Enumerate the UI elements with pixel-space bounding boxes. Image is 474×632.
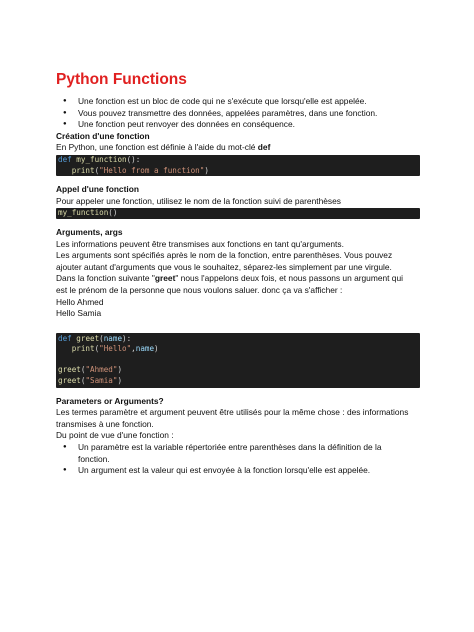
params-list <box>56 442 420 477</box>
params-line: Les termes paramètre et argument peuvent être utilisés pour la même chose : des informations <box>56 407 409 418</box>
code-block-greet: def greet(name): print("Hello",name) greet("Ahmed") greet("Samia") <box>56 333 420 388</box>
list-item: ● Une fonction est un bloc de code qui ne s'exécute que lorsqu'elle est appelée. <box>78 96 420 108</box>
code-block-my-function: def my_function(): print("Hello from a function") <box>56 155 420 176</box>
arguments-line: Dans la fonction suivante "greet" nous l'appelons deux fois, et nous passons un argument qui <box>56 273 403 284</box>
code-block-call: my_function() <box>56 208 420 219</box>
def-keyword: def <box>257 142 271 153</box>
list-item: ● Un argument est la valeur qui est envoyée à la fonction lorsqu'elle est appelée. <box>78 465 420 477</box>
section-heading-arguments: Arguments, args <box>56 226 123 237</box>
page-title: Python Functions <box>56 71 187 88</box>
appel-text: Pour appeler une fonction, utilisez le nom de la fonction suivi de parenthèses <box>56 195 341 206</box>
section-heading-creation: Création d'une fonction <box>56 130 150 141</box>
arguments-line: Les informations peuvent être transmises aux fonctions en tant qu'arguments. <box>56 238 344 249</box>
intro-list <box>56 96 420 131</box>
greet-keyword: greet <box>154 273 176 284</box>
creation-text: En Python, une fonction est définie à l'aide du mot-clé def <box>56 142 271 153</box>
output-line: Hello Samia <box>56 308 102 319</box>
params-line: transmises à une fonction. <box>56 418 154 429</box>
output-line: Hello Ahmed <box>56 296 104 307</box>
arguments-line: ajouter autant d'arguments que vous le souhaitez, séparez-les simplement par une virgule. <box>56 261 392 272</box>
params-line: Du point de vue d'une fonction : <box>56 430 174 441</box>
list-item: ● Une fonction peut renvoyer des données en conséquence. <box>78 119 420 131</box>
document-page <box>56 70 420 477</box>
list-item: ● Vous pouvez transmettre des données, appelées paramètres, dans une fonction. <box>78 108 420 120</box>
section-heading-params: Parameters or Arguments? <box>56 395 164 406</box>
section-heading-appel: Appel d'une fonction <box>56 184 139 195</box>
arguments-line: Les arguments sont spécifiés après le nom de la fonction, entre parenthèses. Vous pouvez <box>56 250 393 261</box>
arguments-line: est le prénom de la personne que nous voulons saluer. donc ça va s'afficher : <box>56 284 343 295</box>
list-item: ● Un paramètre est la variable répertoriée entre parenthèses dans la définition de la fonction. <box>78 442 420 465</box>
